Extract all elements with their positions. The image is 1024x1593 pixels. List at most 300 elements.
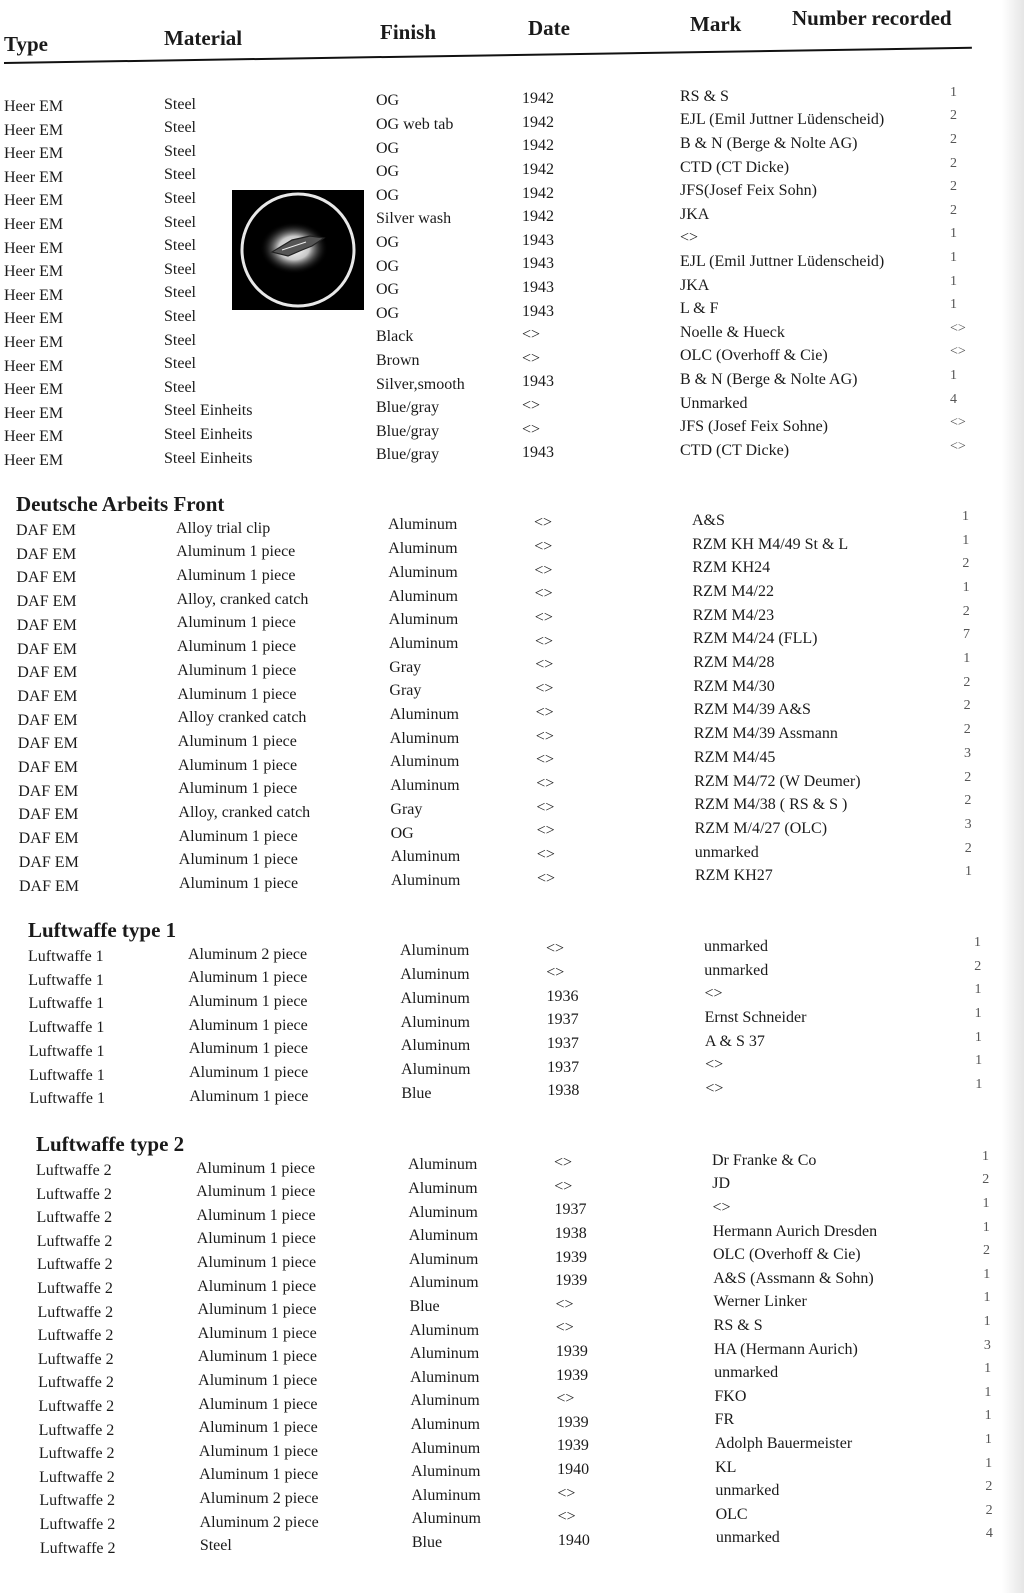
cell-type: Luftwaffe 2 [37,1327,114,1345]
cell-type: DAF EM [18,853,79,871]
cell-type: DAF EM [16,545,77,563]
cell-number: 1 [983,1266,991,1282]
cell-finish: Aluminum [390,753,460,771]
cell-number: 2 [964,793,972,809]
cell-type: Luftwaffe 2 [37,1280,113,1297]
cell-mark: Unmarked [680,394,748,412]
cell-mark: OLC (Overhoff & Cie) [680,347,828,365]
cell-mark: FKO [714,1387,747,1405]
cell-date: <> [546,940,565,958]
cell-type: Heer EM [4,428,64,446]
cell-mark: RZM M/4/27 (OLC) [694,819,828,837]
cell-date: <> [534,537,553,555]
cell-date: 1942 [522,161,554,179]
cell-type: DAF EM [17,640,78,658]
cell-date: <> [534,585,553,603]
cell-type: Heer EM [4,121,64,139]
cell-date: <> [536,798,555,816]
section-title: Luftwaffe type 2 [36,1132,185,1156]
cell-material: Steel [164,166,196,184]
cell-material: Aluminum 2 piece [199,1490,319,1507]
cell-finish: Blue/gray [376,446,440,464]
cell-material: Aluminum 1 piece [178,851,298,869]
cell-finish: OG [376,163,400,181]
cell-material: Alloy cranked catch [177,709,307,727]
cell-type: DAF EM [16,593,77,611]
cell-number: 1 [982,1219,990,1235]
cell-finish: Black [376,328,414,346]
cell-material: Steel Einheits [164,449,253,467]
cell-date: 1940 [557,1461,590,1479]
cell-date: 1942 [522,137,554,155]
cell-finish: Aluminum [389,634,459,652]
cell-mark: RZM M4/72 (W Deumer) [694,772,861,790]
cell-finish: Aluminum [389,729,460,747]
cell-date: 1942 [522,90,554,108]
cell-material: Steel [164,119,196,137]
cell-mark: KL [715,1458,737,1476]
cell-type: Heer EM [4,216,64,233]
cell-mark: OLC (Overhoff & Cie) [712,1246,861,1264]
cell-number: 2 [982,1172,990,1188]
cell-mark: <> [705,1080,724,1098]
cell-number: 1 [983,1314,991,1329]
cell-type: Heer EM [4,286,64,304]
cell-material: Steel Einheits [164,402,253,420]
cell-date: <> [555,1295,574,1313]
cell-mark: RZM M4/30 [693,677,775,695]
cell-mark: unmarked [704,937,768,955]
cell-finish: Silver,smooth [376,375,465,393]
cell-mark: unmarked [715,1529,780,1547]
cell-date: <> [555,1319,574,1337]
cell-date: 1939 [554,1248,587,1266]
cell-mark: RZM KH27 [695,867,773,885]
cell-material: Aluminum 2 piece [199,1513,319,1531]
cell-type: Heer EM [4,310,64,328]
cell-material: Steel Einheits [164,426,253,443]
cell-material: Steel [164,284,196,302]
cell-number: 1 [982,1196,990,1211]
cell-number: 1 [963,651,971,666]
cell-type: DAF EM [17,711,78,729]
cell-date: 1940 [557,1531,590,1549]
cell-type: Heer EM [4,334,64,351]
cell-finish: Silver wash [376,210,452,228]
cell-date: 1938 [554,1225,587,1243]
cell-mark: unmarked [694,843,759,861]
cell-number: 2 [982,1243,990,1259]
cell-mark: Noelle & Hueck [680,323,785,341]
cell-material: Aluminum 1 piece [198,1419,318,1437]
cell-date: <> [535,727,554,745]
cell-date: 1939 [556,1366,589,1384]
cell-number: <> [950,415,966,431]
cell-number: 2 [963,674,971,690]
cell-type: Luftwaffe 2 [38,1445,115,1463]
cell-number: 2 [964,769,972,785]
cell-mark: Werner Linker [713,1293,807,1311]
cell-material: Steel [199,1537,232,1555]
cell-material: Aluminum 1 piece [179,875,299,893]
cell-number: 2 [985,1479,993,1495]
cell-material: Aluminum 1 piece [196,1230,316,1248]
cell-material: Steel [164,260,196,278]
cell-number: 1 [984,1432,992,1447]
cell-type: DAF EM [16,569,77,587]
cell-type: Heer EM [4,98,64,115]
cell-number: 1 [965,864,972,880]
cell-material: Steel [164,213,196,231]
cell-type: Luftwaffe 2 [38,1374,114,1392]
cell-mark: EJL (Emil Juttner Lüdenscheid) [680,253,885,271]
cell-mark: unmarked [704,961,769,979]
cell-type: DAF EM [17,664,78,682]
cell-mark: B & N (Berge & Nolte AG) [680,135,858,153]
cell-material: Aluminum 1 piece [196,1159,316,1177]
cell-type: Heer EM [4,145,64,163]
cell-material: Steel [164,331,196,349]
cell-date: 1942 [522,184,554,202]
cell-material: Aluminum 1 piece [196,1183,316,1201]
cell-finish: Aluminum [408,1156,478,1174]
medal-photo-icon [232,190,364,310]
cell-material: Steel [164,95,196,113]
cell-date: 1937 [546,1011,579,1029]
cell-mark: RZM KH M4/49 St & L [692,535,849,553]
cell-type: DAF EM [18,806,79,824]
cell-number: 1 [950,297,957,313]
header-date: Date [528,16,570,40]
cell-mark: JKA [680,276,710,294]
cell-material: Steel [164,142,196,160]
cell-number: 2 [974,958,982,974]
cell-type: Luftwaffe 2 [38,1398,115,1415]
cell-mark: RZM M4/22 [692,582,774,600]
cell-finish: Aluminum [390,777,460,795]
cell-number: 1 [962,508,969,524]
cell-number: 7 [963,627,970,643]
cell-finish: Aluminum [389,706,459,724]
cell-number: <> [950,438,966,454]
cell-material: Aluminum 1 piece [178,780,298,798]
cell-finish: OG [390,824,414,842]
cell-number: 1 [974,1029,982,1045]
cell-type: Luftwaffe 2 [37,1303,114,1321]
cell-mark: CTD (CT Dicke) [680,441,790,459]
cell-material: Aluminum 1 piece [198,1372,318,1389]
cell-finish: Aluminum [410,1392,480,1410]
cell-finish: Aluminum [411,1463,481,1481]
cell-date: <> [534,514,553,532]
cell-mark: RZM M4/39 Assmann [693,725,838,743]
cell-number: 2 [963,722,971,738]
cell-mark: RZM M4/45 [694,748,776,766]
header-type: Type [4,32,48,56]
cell-number: 1 [962,532,970,548]
cell-type: DAF EM [18,782,79,800]
cell-material: Aluminum 1 piece [197,1348,317,1366]
cell-material: Aluminum 1 piece [198,1395,318,1413]
cell-mark: FR [714,1411,735,1429]
cell-finish: Aluminum [408,1203,478,1221]
cell-finish: Aluminum [408,1250,479,1268]
cell-finish: Aluminum [410,1416,480,1434]
header-rule [4,47,972,64]
cell-material: Aluminum 1 piece [177,661,297,679]
cell-type: Luftwaffe 2 [39,1539,116,1557]
cell-type: Luftwaffe 2 [38,1421,115,1439]
cell-number: 3 [964,745,971,761]
cell-date: 1939 [556,1437,589,1455]
cell-number: 1 [974,934,981,950]
cell-number: 2 [950,108,957,124]
cell-mark: RS & S [680,87,729,105]
cell-finish: Aluminum [400,966,470,984]
cell-date: <> [536,846,555,864]
cell-date: <> [546,963,565,981]
cell-finish: Blue/gray [376,422,440,440]
cell-number: 2 [963,698,971,714]
cell-type: Luftwaffe 2 [39,1468,115,1486]
cell-date: 1939 [555,1272,588,1290]
cell-finish: Aluminum [400,1037,471,1055]
cell-date: <> [522,397,541,415]
cell-finish: Aluminum [409,1321,480,1339]
cell-number: 1 [975,1053,983,1069]
cell-type: Luftwaffe 1 [28,948,104,965]
cell-finish: OG [376,281,400,299]
cell-number: 1 [983,1290,991,1306]
cell-mark: HA (Hermann Aurich) [713,1340,858,1358]
cell-material: Aluminum 1 piece [176,614,296,632]
cell-finish: OG [376,257,400,275]
cell-mark: RZM M4/38 ( RS & S ) [694,796,848,814]
cell-mark: L & F [680,300,719,318]
cell-material: Aluminum 1 piece [196,1206,316,1224]
cell-mark: <> [705,1056,724,1074]
cell-finish: Aluminum [390,848,461,866]
cell-date: <> [535,632,554,650]
cell-number: 2 [950,132,957,147]
cell-date: <> [535,703,554,721]
cell-date: 1943 [522,373,554,391]
cell-date: <> [554,1177,573,1195]
cell-mark: Ernst Schneider [704,1008,807,1026]
cell-type: Luftwaffe 2 [36,1232,113,1250]
cell-date: 1936 [546,987,579,1005]
cell-material: Aluminum 1 piece [196,1254,317,1271]
cell-number: 1 [950,368,957,383]
cell-date: <> [554,1154,573,1172]
cell-material: Steel [164,237,196,255]
cell-number: <> [950,320,966,336]
cell-number: 1 [950,226,957,242]
cell-finish: Aluminum [388,611,459,629]
cell-type: Luftwaffe 2 [36,1162,112,1179]
cell-finish: Aluminum [408,1180,478,1198]
cell-type: DAF EM [19,877,80,895]
cell-type: Luftwaffe 2 [36,1185,112,1203]
cell-date: <> [534,561,553,579]
cell-material: Aluminum 1 piece [188,1016,308,1034]
cell-finish: Aluminum [388,587,458,605]
cell-date: 1943 [522,279,554,297]
cell-finish: Brown [376,352,420,370]
cell-number: 2 [964,840,972,856]
cell-material: Aluminum 1 piece [188,993,308,1010]
cell-material: Alloy, cranked catch [176,590,309,608]
cell-type: Heer EM [4,381,64,399]
cell-finish: Aluminum [388,563,458,581]
cell-finish: OG [376,139,400,157]
cell-type: Luftwaffe 2 [37,1350,114,1368]
cell-type: Luftwaffe 1 [28,1042,105,1060]
cell-material: Steel [164,190,196,207]
cell-material: Steel [164,355,196,373]
cell-type: DAF EM [16,522,77,539]
cell-material: Aluminum 1 piece [199,1466,319,1484]
cell-number: 2 [950,202,957,218]
cell-number: 1 [974,1005,982,1021]
page-edge-shadow [1002,0,1024,1593]
cell-mark: unmarked [714,1364,779,1382]
cell-finish: Aluminum [410,1368,480,1386]
cell-type: DAF EM [16,616,77,634]
cell-type: Heer EM [4,357,64,375]
cell-type: DAF EM [17,687,78,705]
cell-material: Aluminum 1 piece [177,638,297,656]
cell-mark: JFS (Josef Feix Sohne) [680,418,829,436]
cell-number: 4 [985,1526,993,1542]
cell-mark: CTD (CT Dicke) [680,158,790,176]
cell-finish: Aluminum [400,1013,470,1031]
header-number-recorded: Number recorded [792,6,952,30]
cell-date: <> [534,609,553,627]
header-finish: Finish [380,20,437,44]
cell-date: 1937 [547,1058,580,1076]
cell-number: 1 [984,1408,992,1424]
cell-material: Steel [164,308,196,325]
cell-finish: Aluminum [410,1439,481,1457]
cell-finish: Aluminum [411,1510,481,1528]
cell-date: 1939 [555,1343,588,1361]
cell-number: 2 [950,179,957,195]
cell-date: 1943 [522,444,554,462]
cell-date: <> [537,869,556,887]
cell-mark: RZM KH24 [692,559,771,577]
cell-material: Aluminum 1 piece [178,827,298,845]
cell-material: Aluminum 1 piece [188,1040,308,1058]
cell-date: <> [557,1484,576,1502]
cell-finish: Aluminum [411,1486,481,1504]
cell-date: <> [536,751,555,769]
cell-mark: A&S [692,511,725,529]
cell-number: 1 [950,84,957,100]
cell-number: 1 [984,1384,992,1400]
cell-number: 1 [974,982,982,998]
cell-number: 1 [950,250,957,265]
section-title: Luftwaffe type 1 [28,918,177,942]
cell-mark: <> [712,1199,731,1217]
cell-number: 1 [984,1361,992,1377]
cell-type: Luftwaffe 1 [28,995,105,1013]
cell-mark: Adolph Bauermeister [714,1435,853,1453]
cell-finish: Aluminum [400,942,470,960]
cell-material: Aluminum 1 piece [197,1301,317,1319]
cell-material: Aluminum 1 piece [198,1442,318,1460]
cell-mark: OLC [715,1505,748,1523]
cell-finish: Aluminum [388,540,458,558]
cell-finish: Blue [411,1534,443,1552]
cell-type: Heer EM [4,263,64,281]
cell-finish: Aluminum [401,1060,471,1078]
cell-finish: Aluminum [388,516,458,534]
cell-mark: JD [712,1175,731,1193]
header-material: Material [164,26,243,50]
cell-date: <> [556,1390,575,1408]
cell-date: <> [535,656,554,674]
cell-finish: Gray [390,800,423,818]
cell-number: 3 [964,816,972,832]
cell-material: Aluminum 1 piece [197,1324,317,1342]
cell-date: 1937 [546,1035,579,1053]
cell-type: Luftwaffe 2 [39,1516,116,1533]
cell-date: 1943 [522,302,554,320]
cell-date: 1943 [522,231,554,249]
cell-date: 1938 [547,1082,580,1100]
cell-type: Heer EM [4,168,64,186]
cell-number: 1 [975,1077,983,1092]
cell-material: Aluminum 1 piece [189,1064,309,1082]
cell-mark: JFS(Josef Feix Sohn) [680,182,817,200]
cell-mark: <> [680,229,699,247]
cell-mark: A & S 37 [704,1032,765,1050]
cell-finish: Aluminum [400,989,470,1007]
cell-mark: RZM M4/24 (FLL) [693,630,818,648]
cell-mark: RS & S [713,1317,763,1335]
cell-date: <> [536,774,555,792]
cell-date: <> [522,420,541,438]
cell-material: Aluminum 1 piece [189,1087,309,1105]
cell-type: Luftwaffe 2 [39,1492,116,1510]
cell-material: Aluminum 1 piece [177,732,297,750]
cell-number: <> [950,344,966,360]
cell-type: DAF EM [17,735,78,753]
cell-mark: Hermann Aurich Dresden [712,1222,878,1240]
cell-mark: unmarked [715,1482,780,1500]
cell-material: Aluminum 1 piece [188,969,308,987]
cell-type: Luftwaffe 1 [28,971,104,989]
cell-finish: Blue [409,1298,440,1316]
cell-mark: RZM M4/28 [693,654,775,672]
cell-material: Aluminum 1 piece [197,1277,317,1295]
cell-date: 1943 [522,255,554,273]
cell-material: Aluminum 1 piece [176,567,296,584]
cell-mark: JKA [680,205,710,223]
cell-type: Luftwaffe 1 [29,1066,105,1084]
cell-material: Aluminum 1 piece [177,685,297,703]
cell-date: <> [522,326,541,344]
cell-material: Aluminum 2 piece [188,945,308,963]
cell-number: 1 [985,1455,993,1471]
cell-finish: Aluminum [408,1227,479,1245]
cell-mark: <> [704,985,723,1003]
cell-type: Luftwaffe 1 [28,1019,105,1037]
cell-finish: OG web tab [376,116,454,134]
cell-number: 1 [962,579,970,595]
cell-finish: Blue [401,1084,432,1102]
